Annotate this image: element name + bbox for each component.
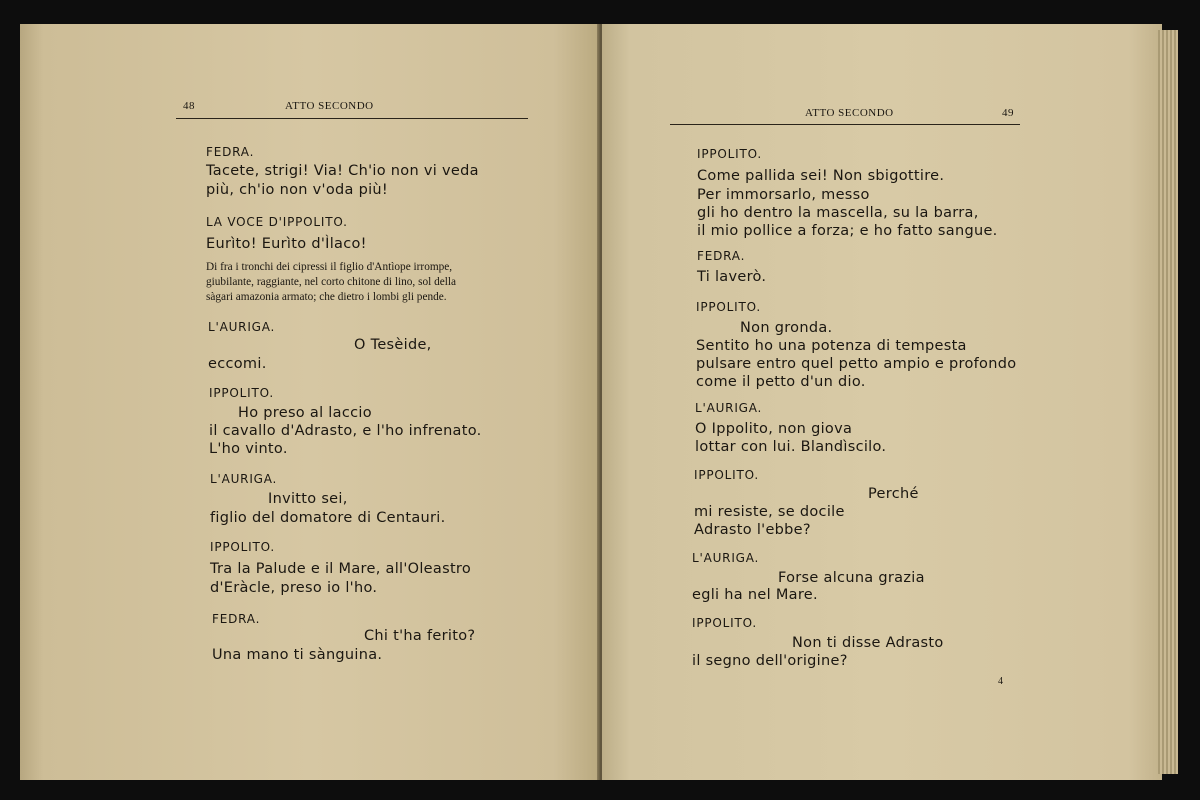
speaker-name: LA VOCE D'IPPOLITO. (206, 215, 348, 229)
verse-line: Come pallida sei! Non sbigottire. (697, 168, 945, 184)
verse-line: più, ch'io non v'oda più! (206, 182, 389, 198)
verse-line: d'Eràcle, preso io l'ho. (210, 580, 378, 596)
speaker-name: L'AURIGA. (695, 401, 763, 415)
verse-line: figlio del domatore di Centauri. (210, 510, 446, 526)
verse-line: Una mano ti sànguina. (212, 647, 383, 663)
verse-line: Eurìto! Eurìto d'Ìlaco! (206, 236, 367, 252)
verse-line: mi resiste, se docile (694, 504, 845, 520)
verse-line: Adrasto l'ebbe? (694, 522, 811, 538)
stage-direction-line: sàgari amazonia armato; che dietro i lombi gli pende. (206, 291, 447, 303)
speaker-name: FEDRA. (206, 145, 255, 159)
verse-line: Invitto sei, (268, 491, 348, 507)
signature-mark: 4 (998, 676, 1003, 687)
verse-line: egli ha nel Mare. (692, 587, 818, 603)
verse-line: Non gronda. (740, 320, 833, 336)
speaker-name: L'AURIGA. (208, 320, 276, 334)
verse-line: Forse alcuna grazia (778, 570, 925, 586)
open-book (20, 24, 1178, 780)
stage-direction-line: giubilante, raggiante, nel corto chitone di lino, sol della (206, 276, 457, 288)
speaker-name: IPPOLITO. (692, 616, 757, 630)
verse-line: Tra la Palude e il Mare, all'Oleastro (210, 561, 472, 577)
running-head: ATTO SECONDO (805, 107, 894, 119)
verse-line: Per immorsarlo, messo (697, 187, 870, 203)
verse-line: Ho preso al laccio (238, 405, 372, 421)
stage-direction (206, 260, 531, 305)
running-head: ATTO SECONDO (285, 100, 374, 112)
verse-line: il segno dell'origine? (692, 653, 848, 669)
verse-line: Chi t'ha ferito? (364, 628, 476, 644)
verse-line: O Ippolito, non giova (695, 421, 853, 437)
verse-line: come il petto d'un dio. (696, 374, 866, 390)
verse-line: Ti laverò. (697, 269, 767, 285)
speaker-name: IPPOLITO. (696, 300, 761, 314)
speaker-name: IPPOLITO. (209, 386, 274, 400)
speaker-name: L'AURIGA. (210, 472, 278, 486)
verse-line: il cavallo d'Adrasto, e l'ho infrenato. (209, 423, 482, 439)
verse-line: Perché (868, 486, 919, 502)
verse-line: gli ho dentro la mascella, su la barra, (697, 205, 979, 221)
verse-line: lottar con lui. Blandìscilo. (695, 439, 887, 455)
speaker-name: IPPOLITO. (694, 468, 759, 482)
page-number: 48 (183, 100, 195, 112)
page-number: 49 (1002, 107, 1014, 119)
header-rule (670, 124, 1020, 125)
speaker-name: IPPOLITO. (697, 147, 762, 161)
page-edges (1158, 30, 1178, 774)
stage-direction-line: Di fra i tronchi dei cipressi il figlio d'Antìope irrompe, (206, 261, 453, 273)
speaker-name: IPPOLITO. (210, 540, 275, 554)
verse-line: eccomi. (208, 356, 267, 372)
verse-line: Sentito ho una potenza di tempesta (696, 338, 967, 354)
header-rule (176, 118, 528, 119)
speaker-name: L'AURIGA. (692, 551, 760, 565)
verse-line: pulsare entro quel petto ampio e profondo (696, 356, 1017, 372)
speaker-name: FEDRA. (697, 249, 746, 263)
verse-line: O Tesèide, (354, 337, 432, 353)
verse-line: Non ti disse Adrasto (792, 635, 944, 651)
verse-line: il mio pollice a forza; e ho fatto sangue. (697, 223, 998, 239)
right-page (602, 24, 1162, 780)
speaker-name: FEDRA. (212, 612, 261, 626)
verse-line: Tacete, strigi! Via! Ch'io non vi veda (206, 163, 479, 179)
verse-line: L'ho vinto. (209, 441, 288, 457)
left-page (20, 24, 600, 780)
